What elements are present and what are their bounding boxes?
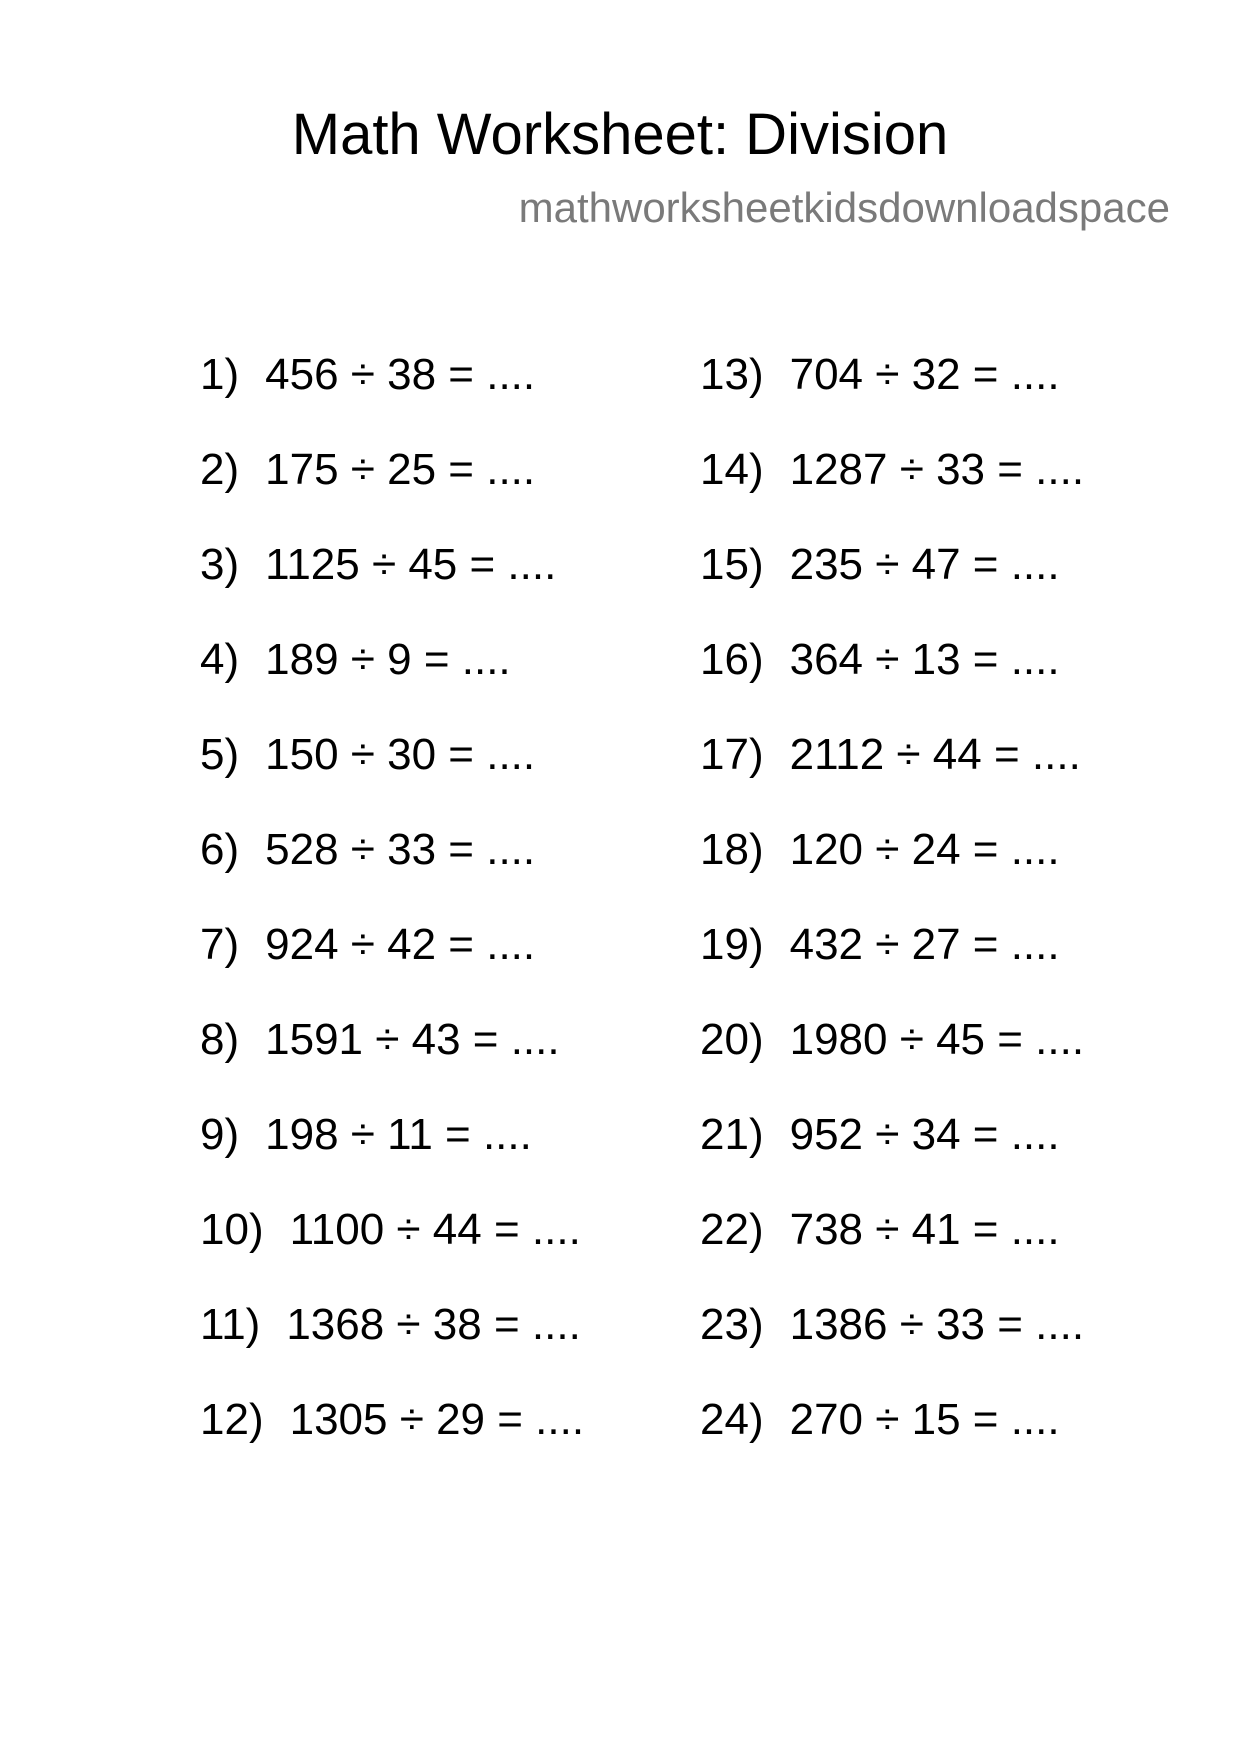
problem-expression: 120 ÷ 24 = .... [789,825,1060,874]
problem-expression: 1305 ÷ 29 = .... [289,1395,585,1444]
problem-number: 17) [700,730,764,779]
problem-number: 12) [200,1395,264,1444]
problem-expression: 738 ÷ 41 = .... [789,1205,1060,1254]
problem-expression: 198 ÷ 11 = .... [265,1110,532,1159]
problem-item [700,1200,1084,1295]
problems-column-right [700,345,1084,1485]
problem-item [200,535,584,630]
problem-expression: 456 ÷ 38 = .... [265,350,536,399]
problem-expression: 364 ÷ 13 = .... [789,635,1060,684]
problem-number: 4) [200,635,240,684]
problem-expression: 175 ÷ 25 = .... [265,445,536,494]
problem-item [200,915,584,1010]
problem-item [200,820,584,915]
problem-number: 23) [700,1300,764,1349]
problem-item [200,1390,584,1485]
problem-number: 3) [200,540,240,589]
problem-expression: 1591 ÷ 43 = .... [265,1015,560,1064]
problem-number: 6) [200,825,240,874]
page-title: Math Worksheet: Division [291,102,949,167]
problem-item [200,1105,584,1200]
problem-expression: 2112 ÷ 44 = .... [789,730,1081,779]
problem-item [700,535,1084,630]
problem-number: 2) [200,445,240,494]
problem-item [700,820,1084,915]
problem-number: 11) [200,1300,261,1349]
problem-number: 14) [700,445,764,494]
problem-expression: 1125 ÷ 45 = .... [265,540,557,589]
problem-expression: 952 ÷ 34 = .... [789,1110,1060,1159]
problem-number: 19) [700,920,764,969]
problem-expression: 1100 ÷ 44 = .... [289,1205,581,1254]
problem-number: 16) [700,635,764,684]
problem-item [700,1390,1084,1485]
problem-number: 18) [700,825,764,874]
problem-number: 1) [200,350,240,399]
problem-expression: 704 ÷ 32 = .... [789,350,1060,399]
problem-item [700,345,1084,440]
problem-item [700,1295,1084,1390]
problem-item [200,1295,584,1390]
problem-item [700,1105,1084,1200]
problem-item [200,1200,584,1295]
problem-expression: 1287 ÷ 33 = .... [789,445,1085,494]
problem-expression: 432 ÷ 27 = .... [789,920,1060,969]
page-subtitle: mathworksheetkidsdownloadspace [518,184,1170,231]
problem-item [700,915,1084,1010]
problem-expression: 924 ÷ 42 = .... [265,920,536,969]
problem-number: 21) [700,1110,764,1159]
problem-item [200,345,584,440]
problem-item [700,630,1084,725]
problem-number: 10) [200,1205,264,1254]
problem-item [200,725,584,820]
problem-item [700,725,1084,820]
problem-number: 22) [700,1205,764,1254]
problem-item [200,630,584,725]
problem-number: 7) [200,920,240,969]
problem-number: 5) [200,730,240,779]
problems-column-left [200,345,584,1485]
problem-expression: 235 ÷ 47 = .... [789,540,1060,589]
problem-expression: 528 ÷ 33 = .... [265,825,536,874]
problem-number: 8) [200,1015,240,1064]
problem-item [700,1010,1084,1105]
problem-expression: 1386 ÷ 33 = .... [789,1300,1085,1349]
problem-expression: 189 ÷ 9 = .... [265,635,511,684]
problem-number: 24) [700,1395,764,1444]
problem-item [700,440,1084,535]
problem-item [200,1010,584,1105]
problem-number: 13) [700,350,764,399]
problem-number: 20) [700,1015,764,1064]
problem-number: 9) [200,1110,240,1159]
problem-item [200,440,584,535]
problem-expression: 1368 ÷ 38 = .... [286,1300,581,1349]
problem-number: 15) [700,540,764,589]
problem-expression: 1980 ÷ 45 = .... [789,1015,1085,1064]
problem-expression: 270 ÷ 15 = .... [789,1395,1060,1444]
problem-expression: 150 ÷ 30 = .... [265,730,536,779]
